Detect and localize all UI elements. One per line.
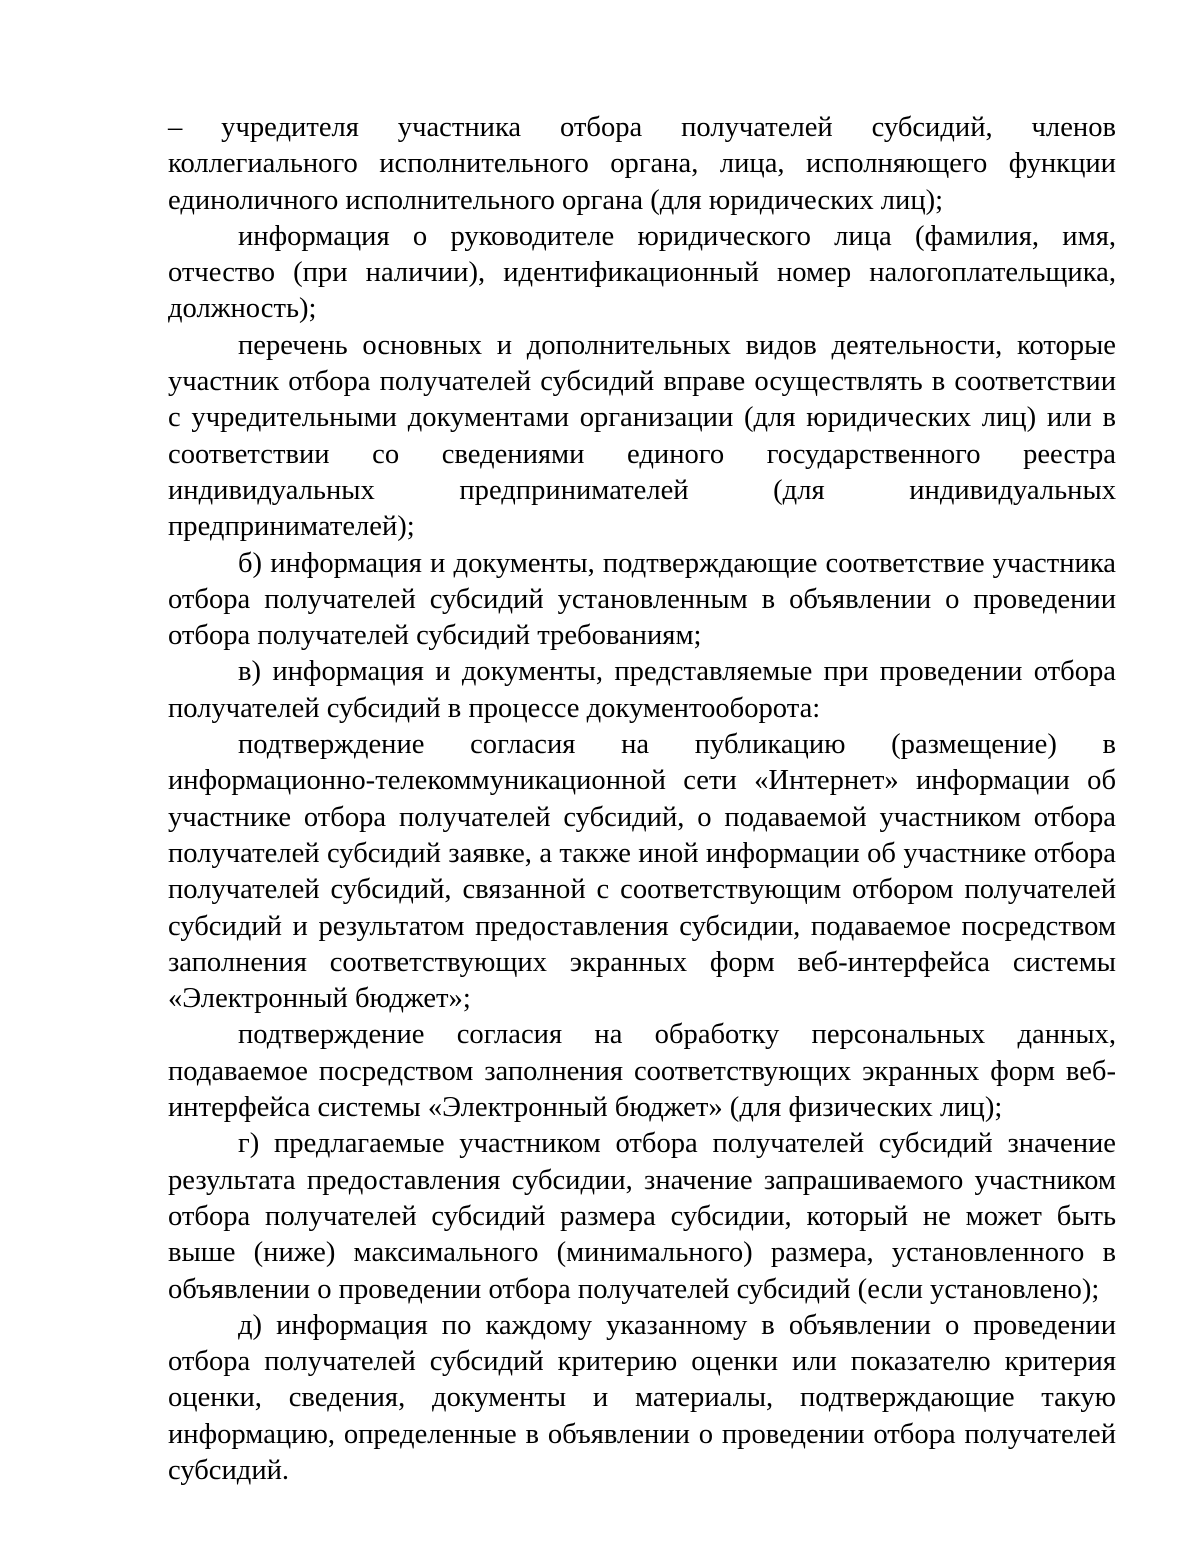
paragraph-item-v: в) информация и документы, представляемые при проведении отбора получателей субсидий в процессе документооборота: [168,656,1116,724]
paragraph-publication-consent: подтверждение согласия на публикацию (размещение) в информационно-телекоммуникационной сети «Интернет» информации об участнике отбора получателей субсидий, о подаваемой участником отбора получателей субсидий заявке, а также иной информации об участнике отбора получателей субсидий, связанной с соответствующим отбором получателей субсидий и результатом предоставления субсидии, подаваемое посредством заполнения соответствующих экранных форм веб-интерфейса системы «Электронный бюджет»; [168,729,1116,1015]
paragraph-item-b: б) информация и документы, подтверждающие соответствие участника отбора получателей субсидий установленным в объявлении о проведении отбора получателей субсидий требованиям; [168,547,1116,652]
paragraph-item-g: г) предлагаемые участником отбора получателей субсидий значение результата предоставления субсидии, значение запрашиваемого участником отбора получателей субсидий размера субсидии, который не может быть выше (ниже) максимального (минимального) размера, установленного в объявлении о проведении отбора получателей субсидий (если установлено); [168,1128,1116,1305]
paragraph-head-info: информация о руководителе юридического лица (фамилия, имя, отчество (при наличии), идентификационный номер налогоплательщика, должность); [168,220,1116,325]
paragraph-personal-data-consent: подтверждение согласия на обработку персональных данных, подаваемое посредством заполнения соответствующих экранных форм веб-интерфейса системы «Электронный бюджет» (для физических лиц); [168,1019,1116,1124]
paragraph-item-d: д) информация по каждому указанному в объявлении о проведении отбора получателей субсидий критерию оценки или показателю критерия оценки, сведения, документы и материалы, подтверждающие такую информацию, определенные в объявлении о проведении отбора получателей субсидий. [168,1309,1116,1486]
document-page [168,110,1116,1489]
paragraph-activities-list: перечень основных и дополнительных видов деятельности, которые участник отбора получателей субсидий вправе осуществлять в соответствии с учредительными документами организации (для юридических лиц) или в соответствии со сведениями единого государственного реестра индивидуальных предпринимателей (для индивидуальных предпринимателей); [168,329,1116,543]
paragraph-founder-info: – учредителя участника отбора получателей субсидий, членов коллегиального исполнительного органа, лица, исполняющего функции единоличного исполнительного органа (для юридических лиц); [168,112,1116,216]
